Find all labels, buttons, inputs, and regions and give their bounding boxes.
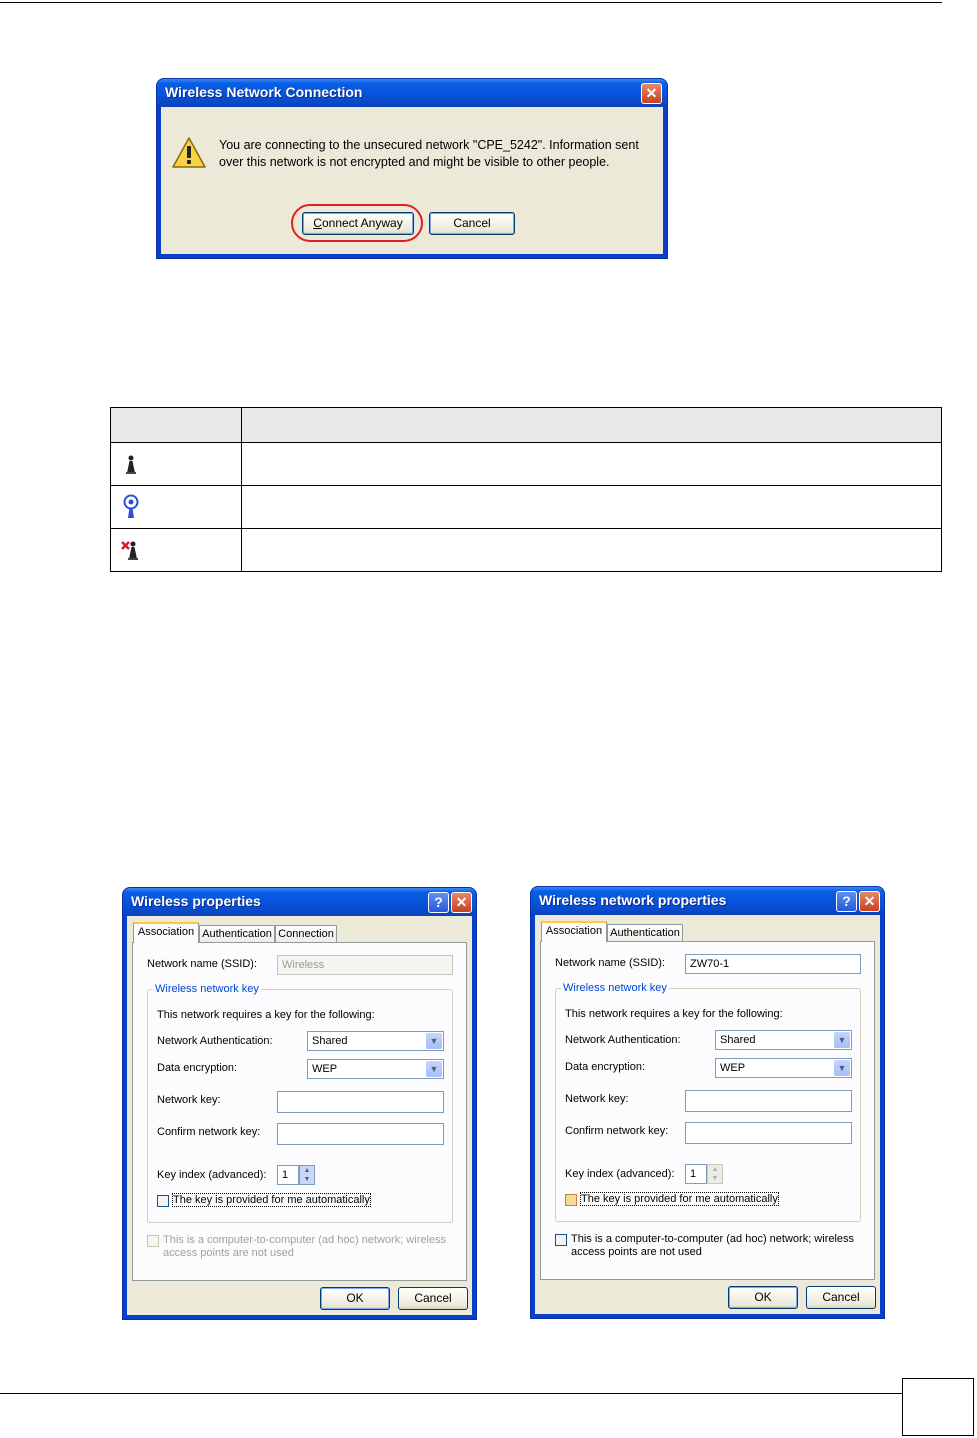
dialog-title: Wireless network properties [539,892,727,908]
auto-key-checkbox[interactable] [565,1194,577,1206]
adhoc-label-line2: access points are not used [163,1247,294,1259]
table-row [111,443,942,486]
close-button[interactable] [641,83,662,104]
header-cell-icon [111,408,242,443]
icon-cell [111,443,242,486]
wireless-network-properties-dialog [531,887,884,1318]
chevron-down-icon: ▼ [426,1061,442,1077]
footer-rule [0,1393,902,1394]
ssid-field[interactable]: Wireless [277,955,453,975]
unsecured-network-dialog [157,79,667,258]
title-bar [531,887,884,915]
cancel-label: Cancel [414,1291,452,1305]
cancel-button[interactable] [429,212,515,235]
key-index-label: Key index (advanced): [565,1168,675,1180]
confirm-key-field[interactable] [685,1122,852,1144]
adhoc-label-line1: This is a computer-to-computer (ad hoc) network; wireless [163,1234,447,1246]
auto-key-label: The key is provided for me automatically [581,1193,778,1205]
auth-value: Shared [312,1035,348,1047]
auto-key-checkbox[interactable] [157,1195,169,1207]
header-cell-description [242,408,942,443]
cancel-label: Cancel [453,216,491,230]
table-header-row [111,408,942,443]
connect-label: onnect Anyway [321,216,403,230]
encryption-select[interactable] [715,1058,852,1078]
chevron-down-icon: ▼ [834,1060,850,1076]
key-index-spinner[interactable] [299,1165,315,1185]
ssid-label: Network name (SSID): [147,958,258,970]
key-index-label: Key index (advanced): [157,1169,267,1181]
cancel-button[interactable] [398,1287,468,1310]
ok-label: OK [346,1291,364,1305]
connect-anyway-button[interactable] [302,212,414,235]
requires-text: This network requires a key for the following: [157,1009,375,1021]
ok-button[interactable] [728,1286,798,1309]
icon-table [110,407,942,572]
adhoc-checkbox[interactable] [555,1234,567,1246]
ssid-field[interactable]: ZW70-1 [685,954,861,974]
help-button[interactable] [836,891,857,912]
close-icon: ✕ [455,894,468,910]
close-button[interactable] [451,892,472,913]
tab-association[interactable]: Association [541,921,607,942]
dialog-title: Wireless properties [131,893,261,909]
close-icon: ✕ [863,893,876,909]
help-button[interactable] [428,892,449,913]
wireless-key-group-label: Wireless network key [155,983,259,995]
auth-label: Network Authentication: [565,1034,681,1046]
auth-value: Shared [720,1034,756,1046]
description-cell [242,443,942,486]
spin-up-icon: ▲ [711,1166,719,1173]
tab-association[interactable]: Association [133,922,199,943]
close-button[interactable] [859,891,880,912]
tab-authentication[interactable]: Authentication [199,925,275,943]
tab-authentication[interactable]: Authentication [607,924,683,942]
tab-connection[interactable]: Connection [275,925,337,943]
title-bar [157,79,667,107]
wireless-key-group-label: Wireless network key [563,982,667,994]
association-pane [132,942,467,1281]
adhoc-label-line1: This is a computer-to-computer (ad hoc) network; wireless [571,1233,855,1245]
confirm-key-label: Confirm network key: [157,1126,261,1138]
dialog-body [127,916,472,1315]
chevron-down-icon: ▼ [834,1032,850,1048]
description-cell [242,486,942,529]
spin-down-icon: ▼ [303,1176,311,1183]
dialog-body [535,915,880,1314]
dialog-body [161,107,663,254]
association-pane [540,941,875,1280]
encryption-value: WEP [720,1062,746,1074]
ok-label: OK [754,1290,772,1304]
ap-tower-black-icon [123,453,139,475]
auth-label: Network Authentication: [157,1035,273,1047]
adhoc-label-line2: access points are not used [571,1246,702,1258]
description-cell [242,529,942,572]
spin-down-icon: ▼ [711,1175,719,1182]
ap-tower-red-x-icon [121,539,143,561]
network-key-label: Network key: [157,1094,221,1106]
key-index-field[interactable]: 1 [685,1164,707,1184]
wireless-signal-blue-icon [121,494,141,520]
encryption-label: Data encryption: [565,1061,646,1073]
wireless-properties-dialog [123,888,476,1319]
requires-text: This network requires a key for the following: [565,1008,783,1020]
icon-cell [111,486,242,529]
header-rule [0,2,942,3]
spin-up-icon: ▲ [303,1167,311,1174]
confirm-key-label: Confirm network key: [565,1125,669,1137]
cancel-label: Cancel [822,1290,860,1304]
auth-select[interactable] [307,1031,444,1051]
encryption-value: WEP [312,1063,338,1075]
network-key-field[interactable] [685,1090,852,1112]
adhoc-checkbox[interactable] [147,1235,159,1247]
auth-select[interactable] [715,1030,852,1050]
connect-mnemonic: C [313,216,322,230]
warning-message: You are connecting to the unsecured network "CPE_5242". Information sent over this network is not encrypted and might be visible to other people. [219,138,639,169]
ok-button[interactable] [320,1287,390,1310]
ssid-label: Network name (SSID): [555,957,666,969]
auto-key-label: The key is provided for me automatically [173,1194,370,1206]
page-number-box [902,1378,974,1436]
table-row [111,529,942,572]
encryption-label: Data encryption: [157,1062,238,1074]
warning-icon [172,137,206,169]
confirm-key-field[interactable] [277,1123,444,1145]
table-row [111,486,942,529]
help-icon: ? [434,894,443,910]
network-key-label: Network key: [565,1093,629,1105]
help-icon: ? [842,893,851,909]
network-key-field[interactable] [277,1091,444,1113]
cancel-button[interactable] [806,1286,876,1309]
encryption-select[interactable] [307,1059,444,1079]
chevron-down-icon: ▼ [426,1033,442,1049]
dialog-title: Wireless Network Connection [165,84,363,100]
key-index-field[interactable]: 1 [277,1165,299,1185]
icon-cell [111,529,242,572]
key-index-spinner[interactable] [707,1164,723,1184]
title-bar [123,888,476,916]
close-icon: ✕ [645,85,658,101]
